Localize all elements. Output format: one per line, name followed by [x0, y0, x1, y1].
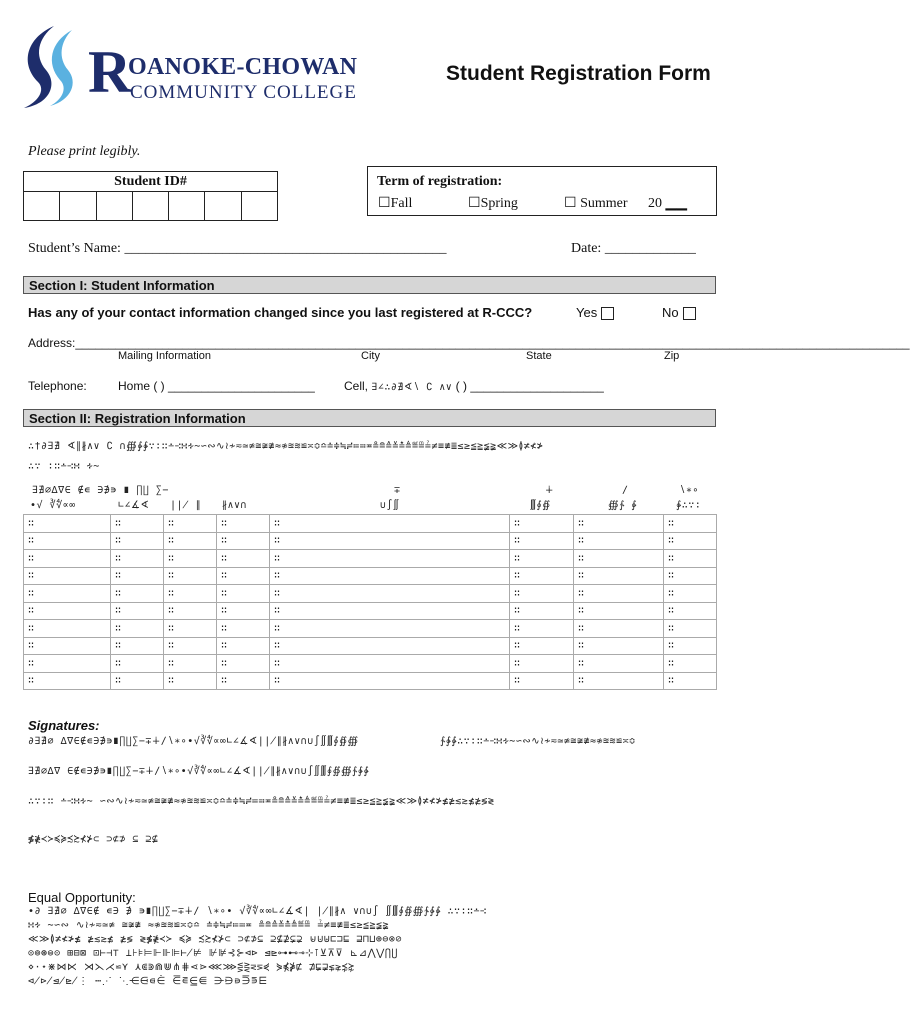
col-top-a: ∓: [394, 485, 401, 496]
table-cell[interactable]: ∷: [574, 550, 664, 568]
table-cell[interactable]: ∷: [24, 567, 111, 585]
signature-line-date[interactable]: ∱∲∳∴∵∶∷∸∹∺∻∼∽∾∿≀≁≂≃≄≅≆≇≈≉≊≋≌≍≎: [440, 736, 636, 747]
table-cell[interactable]: ∷: [24, 585, 111, 603]
swoosh-logo-icon: [16, 24, 86, 110]
table-cell[interactable]: ∷: [664, 602, 717, 620]
date-row[interactable]: Date: _____________: [571, 241, 696, 256]
form-title: Student Registration Form: [446, 62, 711, 85]
table-cell[interactable]: ∷: [510, 567, 574, 585]
table-row: [24, 655, 717, 673]
col-hdr-5: ∪∫∬: [380, 500, 400, 511]
col-hdr-3: ∣∤ ∥: [170, 500, 202, 511]
table-cell[interactable]: ∷: [270, 515, 510, 533]
table-cell[interactable]: ∷: [164, 550, 217, 568]
table-row: [24, 672, 717, 690]
table-cell[interactable]: ∷: [164, 515, 217, 533]
table-cell[interactable]: ∷: [574, 655, 664, 673]
table-cell[interactable]: ∷: [217, 550, 270, 568]
table-cell[interactable]: ∷: [664, 585, 717, 603]
table-cell[interactable]: ∷: [510, 585, 574, 603]
no-checkbox[interactable]: No: [662, 305, 696, 320]
logo-line2: COMMUNITY COLLEGE: [130, 82, 357, 103]
col-hdr-8: ∳∴∵∶: [676, 500, 702, 511]
table-row: [24, 550, 717, 568]
eo-line: •∂ ∃∄∅ ∆∇∈∉ ∊∋ ∌ ∍∎∏∐∑−∓∔∕ ∖∗∘∙ √∛∜∝∞∟∠∡∢∣ ∤∥∦∧ ∨∩∪∫ ∬∭∮∯∰∱∲∳ ∴∵∶∷∸∹: [28, 906, 487, 917]
col-top-course: ∃∄∅∆∇∈ ∉∊ ∋∌∍ ∎ ∏∐ ∑−: [32, 485, 169, 496]
table-cell[interactable]: ∷: [111, 602, 164, 620]
table-cell[interactable]: ∷: [24, 620, 111, 638]
telephone-label: Telephone:: [28, 379, 87, 393]
section2-subheading: ∴∵ ∶∷∸∹∺ ∻∼: [28, 461, 100, 472]
table-cell[interactable]: ∷: [24, 602, 111, 620]
table-cell[interactable]: ∷: [217, 585, 270, 603]
table-cell[interactable]: ∷: [510, 620, 574, 638]
logo-initial: R: [88, 39, 132, 105]
table-cell[interactable]: ∷: [164, 620, 217, 638]
table-cell[interactable]: ∷: [574, 637, 664, 655]
col-hdr-7: ∰∱ ∲: [608, 500, 638, 511]
table-row: [24, 515, 717, 533]
table-row: [24, 620, 717, 638]
table-cell[interactable]: ∷: [217, 602, 270, 620]
table-cell[interactable]: ∷: [24, 672, 111, 690]
col-hdr-1: ∙√ ∛∜∝∞: [30, 500, 76, 511]
table-cell[interactable]: ∷: [574, 620, 664, 638]
equal-opportunity-title: Equal Opportunity:: [28, 890, 136, 905]
address-part-mailing: Mailing Information: [118, 350, 211, 362]
table-cell[interactable]: ∷: [270, 655, 510, 673]
table-row: [24, 602, 717, 620]
registration-table: [23, 514, 717, 690]
term-option-spring[interactable]: ☐Spring: [468, 196, 518, 211]
signature-line-approval[interactable]: ∴∵∶∷ ∸∹∺∻∼ ∽∾∿≀≁≂≃≄≅≆≇≈≉≊≋≌≍≎≏≐≑≒≓≔≕≖≗≘≙≚≛≜≝≞≟≠≡≢≣≤≥≦≧≨≩≪≫≬≭≮≯≰≱≲≳≴≵≶≷: [28, 796, 495, 807]
table-cell[interactable]: ∷: [111, 532, 164, 550]
table-cell[interactable]: ∷: [270, 567, 510, 585]
address-part-state: State: [526, 350, 552, 362]
table-cell[interactable]: ∷: [510, 602, 574, 620]
table-row: [24, 637, 717, 655]
table-cell[interactable]: ∷: [664, 620, 717, 638]
table-cell[interactable]: ∷: [111, 567, 164, 585]
table-cell[interactable]: ∷: [217, 672, 270, 690]
table-cell[interactable]: ∷: [24, 637, 111, 655]
table-cell[interactable]: ∷: [574, 515, 664, 533]
address-part-city: City: [361, 350, 380, 362]
table-cell[interactable]: ∷: [664, 672, 717, 690]
contact-change-question: Has any of your contact information changed since you last registered at R-CCC?: [28, 305, 533, 320]
col-top-c: ∕: [622, 485, 629, 496]
section2-header: Section II: Registration Information: [23, 409, 716, 427]
table-cell[interactable]: ∷: [111, 550, 164, 568]
table-cell[interactable]: ∷: [217, 637, 270, 655]
table-cell[interactable]: ∷: [111, 620, 164, 638]
instructions: Please print legibly.: [28, 144, 141, 159]
logo-line1: OANOKE-CHOWAN: [128, 54, 358, 80]
section2-instructions: ∴†∂∃∄ ∢∥∦∧∨ ∁ ∩∰∲∳∵∶∷∸∹∺∻∼∽∾∿≀≁≂≃≄≅≆≇≈≉≊≋≌≍≎≏≐≑≒≓≔≕≖≗≘≙≚≛≜≝≞≟≠≡≢≣≤≥≦≧≨≩≪≫≬≭≮≯: [28, 441, 544, 452]
table-row: [24, 585, 717, 603]
term-year[interactable]: 20 ▁▁: [648, 196, 688, 211]
eo-line: ⋪⋫⋬⋭⋮ ⋯⋰ ⋱⋲⋳⋴⋵ ⋶⋷⋸⋹ ⋺⋻⋼⋽⋾⋿: [28, 976, 268, 987]
section1-header: Section I: Student Information: [23, 276, 716, 294]
table-cell[interactable]: ∷: [510, 655, 574, 673]
signatures-title: Signatures:: [28, 718, 100, 733]
table-cell[interactable]: ∷: [270, 602, 510, 620]
table-cell[interactable]: ∷: [217, 655, 270, 673]
term-label: Term of registration:: [377, 174, 503, 189]
table-cell[interactable]: ∷: [510, 672, 574, 690]
term-option-summer[interactable]: ☐ Summer: [564, 196, 628, 211]
table-row: [24, 532, 717, 550]
table-cell[interactable]: ∷: [510, 550, 574, 568]
table-cell[interactable]: ∷: [664, 515, 717, 533]
table-cell[interactable]: ∷: [574, 567, 664, 585]
table-cell[interactable]: ∷: [664, 567, 717, 585]
table-cell[interactable]: ∷: [664, 655, 717, 673]
table-cell[interactable]: ∷: [270, 637, 510, 655]
table-cell[interactable]: ∷: [574, 532, 664, 550]
eo-line: ∺∻ ∼∽∾ ∿≀≁≂≃≄ ≅≆≇ ≈≉≊≋≌≍≎≏ ≐≑≒≓≔≕≖ ≗≘≙≚≛≜≝≞ ≟≠≡≢≣≤≥≦≧≨≩: [28, 920, 390, 931]
table-cell[interactable]: ∷: [510, 637, 574, 655]
eo-line: ⊙⊚⊛⊜⊝ ⊞⊟⊠ ⊡⊢⊣⊤ ⊥⊦⊧⊨⊩⊪⊫⊬⊭ ⊮⊯⊰⊱⊲⊳ ⊴⊵⊶⊷⊸⊹⊺⊻⊼⊽ ⊾⊿⋀⋁⋂⋃: [28, 948, 398, 959]
col-hdr-6: ∭∮∯: [530, 500, 551, 511]
table-cell[interactable]: ∷: [111, 655, 164, 673]
student-name-row[interactable]: Student’s Name: ______________________________________________: [28, 241, 447, 256]
eo-line: ⋄⋅⋆⋇⋈⋉ ⋊⋋⋌⋍⋎ ⋏⋐⋑⋒⋓⋔⋕⋖⋗⋘⋙⋚⋛⋜⋝⋞ ⋟⋠⋡⋢ ⋣⋤⋥⋦⋧⋨⋩: [28, 962, 355, 973]
table-cell[interactable]: ∷: [164, 672, 217, 690]
table-cell[interactable]: ∷: [164, 637, 217, 655]
table-cell[interactable]: ∷: [24, 655, 111, 673]
col-hdr-4: ∦∧∨∩: [222, 500, 248, 511]
table-cell[interactable]: ∷: [270, 585, 510, 603]
col-hdr-2: ∟∠∡∢: [118, 500, 150, 511]
table-cell[interactable]: ∷: [111, 637, 164, 655]
signature-line-advisor[interactable]: ∃∄∅∆∇ ∈∉∊∋∌∍∎∏∐∑−∓∔∕∖∗∘∙√∛∜∝∞∟∠∡∢∣∤∥∦∧∨∩∪∫∬∭∮∯∰∱∲∳: [28, 766, 370, 777]
signature-note: ≸≹≺≻≼≽≾≿⊀⊁⊂ ⊃⊄⊅ ⊆ ⊇⊈: [28, 834, 159, 845]
table-cell[interactable]: ∷: [574, 602, 664, 620]
yes-checkbox[interactable]: Yes: [576, 305, 614, 320]
table-cell[interactable]: ∷: [270, 532, 510, 550]
table-cell[interactable]: ∷: [217, 567, 270, 585]
table-cell[interactable]: ∷: [164, 532, 217, 550]
student-id-grid: [23, 171, 278, 221]
equal-opportunity-text: [28, 906, 740, 990]
table-cell[interactable]: ∷: [111, 515, 164, 533]
table-cell[interactable]: ∷: [164, 655, 217, 673]
table-cell[interactable]: ∷: [664, 637, 717, 655]
table-cell[interactable]: ∷: [270, 550, 510, 568]
table-cell[interactable]: ∷: [24, 550, 111, 568]
table-cell[interactable]: ∷: [111, 585, 164, 603]
cell-phone-field[interactable]: Cell, ∃∠∴∂∄∢∖ ∁ ∧∨ ( ) ____________________: [344, 379, 604, 393]
signature-line-student[interactable]: ∂∃∄∅ ∆∇∈∉∊∋∌∍∎∏∐∑−∓∔∕∖∗∘∙√∛∜∝∞∟∠∡∢∣∤∥∦∧∨∩∪∫∬∭∮∯∰: [28, 736, 359, 747]
term-box: [367, 166, 717, 216]
table-cell[interactable]: ∷: [111, 672, 164, 690]
table-cell[interactable]: ∷: [510, 515, 574, 533]
table-cell[interactable]: ∷: [574, 672, 664, 690]
table-cell[interactable]: ∷: [164, 602, 217, 620]
col-top-b: ∔: [545, 485, 554, 496]
table-cell[interactable]: ∷: [217, 515, 270, 533]
table-cell[interactable]: ∷: [24, 532, 111, 550]
table-row: [24, 567, 717, 585]
table-cell[interactable]: ∷: [270, 620, 510, 638]
table-cell[interactable]: ∷: [217, 620, 270, 638]
table-cell[interactable]: ∷: [270, 672, 510, 690]
table-cell[interactable]: ∷: [574, 585, 664, 603]
col-top-d: ∖∗∘: [679, 485, 699, 496]
address-part-zip: Zip: [664, 350, 680, 362]
term-option-fall[interactable]: ☐Fall: [378, 196, 413, 211]
table-cell[interactable]: ∷: [664, 550, 717, 568]
student-id-label: Student ID#: [24, 172, 277, 192]
student-id-cells[interactable]: [24, 192, 277, 220]
table-cell[interactable]: ∷: [217, 532, 270, 550]
table-cell[interactable]: ∷: [664, 532, 717, 550]
college-logo: [16, 24, 376, 114]
table-cell[interactable]: ∷: [164, 585, 217, 603]
table-cell[interactable]: ∷: [164, 567, 217, 585]
home-phone-field[interactable]: Home ( ) ______________________: [118, 379, 315, 393]
table-cell[interactable]: ∷: [510, 532, 574, 550]
address-row[interactable]: Address:_____________________________________________________________________________________________________________________________: [28, 336, 910, 350]
eo-line: ≪≫≬≭≮≯≰ ≱≲≳≴ ≵≶ ≷≸≹≺≻ ≼≽ ≾≿⊀⊁⊂ ⊃⊄⊅⊆ ⊇⊈⊉⊊⊋ ⊌⊍⊎⊏⊐⊑ ⊒⊓⊔⊕⊖⊗⊘: [28, 934, 402, 945]
table-cell[interactable]: ∷: [24, 515, 111, 533]
